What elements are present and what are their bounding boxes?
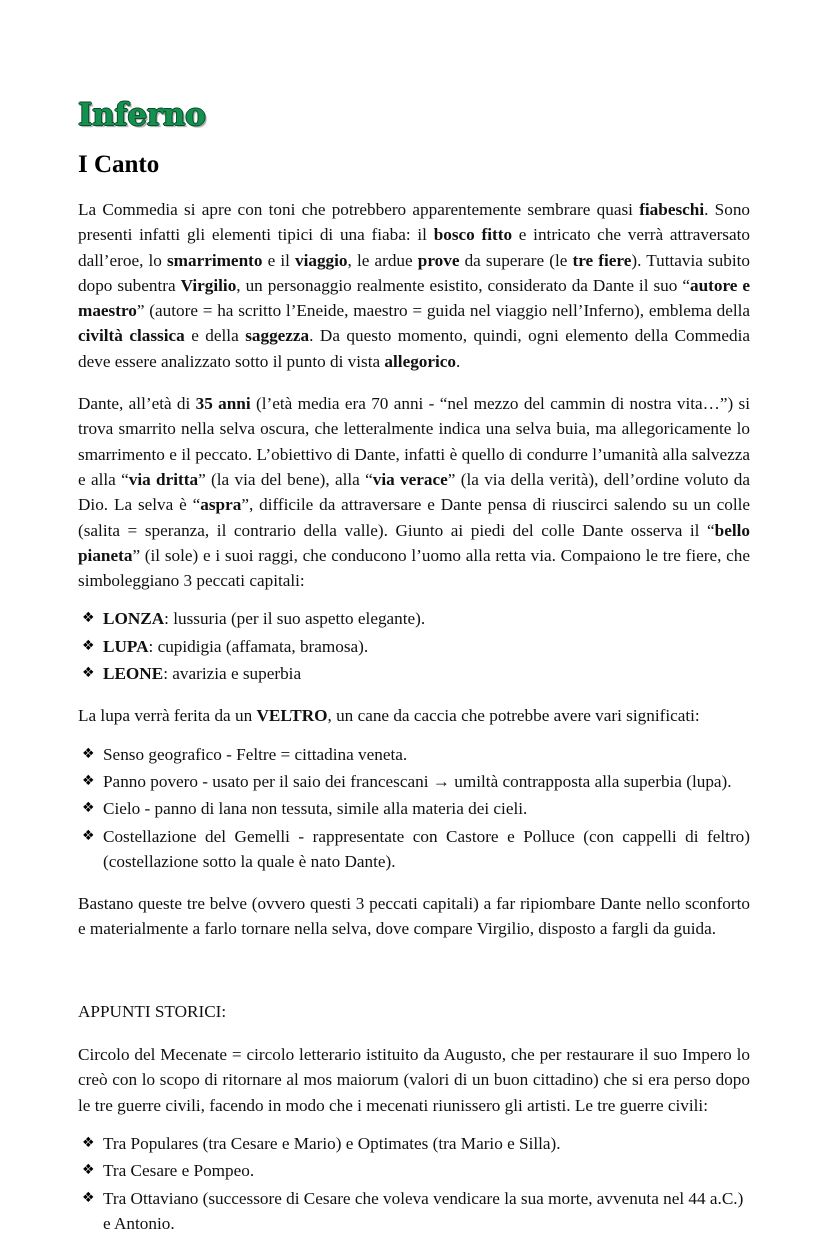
list-item-label: Tra Populares (tra Cesare e Mario) e Optimates (tra Mario e Silla). xyxy=(103,1133,561,1153)
diamond-bullet-icon: ❖ xyxy=(82,772,95,789)
list-tre-fiere xyxy=(78,606,750,686)
diamond-bullet-icon: ❖ xyxy=(82,610,95,627)
list-item-label: LONZA: lussuria (per il suo aspetto elegante). xyxy=(103,609,426,629)
section-spacer xyxy=(78,959,750,999)
list-item xyxy=(78,769,750,794)
diamond-bullet-icon: ❖ xyxy=(82,1134,95,1151)
list-veltro-significati xyxy=(78,742,750,874)
paragraph-tre-belve: Bastano queste tre belve (ovvero questi 3 peccati capitali) a far ripiombare Dante nello sconforto e materialmente a farlo tornare nella selva, dove compare Virgilio, disposto a fargli da guida. xyxy=(78,894,750,939)
paragraph-circolo-mecenate: Circolo del Mecenate = circolo letterario istituito da Augusto, che per restaurare il suo Impero lo creò con lo scopo di ritornare al mos maiorum (valori di un buon cittadino) che si era perso dopo le tre guerre civili, facendo in modo che i mecenati riunissero gli artisti. Le tre guerre civili: xyxy=(78,1045,750,1115)
diamond-bullet-icon: ❖ xyxy=(82,1162,95,1179)
page-title: Inferno xyxy=(78,97,206,133)
document-content xyxy=(78,96,750,1253)
paragraph-commedia-fiabeschi: La Commedia si apre con toni che potrebbero apparentemente sembrare quasi fiabeschi. Sono presenti infatti gli elementi tipici di una fiaba: il bosco fitto e intricato che verrà attraversato dall’eroe, lo smarrimento e il viaggio, le ardue prove da superare (le tre fiere). Tuttavia subito dopo subentra Virgilio, un personaggio realmente esistito, considerato da Dante il suo “autore e maestro” (autore = ha scritto l’Eneide, maestro = guida nel viaggio nell’Inferno), emblema della civiltà classica e della saggezza. Da questo momento, quindi, ogni elemento della Commedia deve essere analizzato sotto il punto di vista allegorico. xyxy=(78,200,751,371)
diamond-bullet-icon: ❖ xyxy=(82,665,95,682)
list-item xyxy=(78,742,750,767)
section-heading-appunti-storici: APPUNTI STORICI: xyxy=(78,1001,227,1021)
list-item xyxy=(78,1186,750,1237)
paragraph-veltro: La lupa verrà ferita da un VELTRO, un cane da caccia che potrebbe avere vari significati: xyxy=(78,706,700,726)
list-item xyxy=(78,824,750,875)
list-item-label: Cielo - panno di lana non tessuta, simile alla materia dei cieli. xyxy=(103,799,528,819)
list-item-label: Tra Ottaviano (successore di Cesare che voleva vendicare la sua morte, avvenuta nel 44 a.C.) e Antonio. xyxy=(103,1188,744,1233)
diamond-bullet-icon: ❖ xyxy=(82,827,95,844)
list-item xyxy=(78,661,750,686)
list-item-label: LEONE: avarizia e superbia xyxy=(103,664,302,684)
diamond-bullet-icon: ❖ xyxy=(82,800,95,817)
list-item xyxy=(78,1131,750,1156)
list-item-label: LUPA: cupidigia (affamata, bramosa). xyxy=(103,636,369,656)
list-item xyxy=(78,796,750,821)
list-item-label: Tra Cesare e Pompeo. xyxy=(103,1161,255,1181)
list-item-label: Panno povero - usato per il saio dei francescani → umiltà contrapposta alla superbia (lupa). xyxy=(103,771,732,791)
list-item-label: Costellazione del Gemelli - rappresentate con Castore e Polluce (con cappelli di feltro) (costellazione sotto la quale è nato Dante). xyxy=(103,826,750,871)
paragraph-dante-selva: Dante, all’età di 35 anni (l’età media era 70 anni - “nel mezzo del cammin di nostra vita…”) si trova smarrito nella selva oscura, che letteralmente indica una selva buia, ma allegoricamente lo smarrimento e il peccato. L’obiettivo di Dante, infatti è quello di condurre l’umanità alla salvezza e alla “via dritta” (la via del bene), alla “via verace” (la via della verità), dell’ordine voluto da Dio. La selva è “aspra”, difficile da attraversare e Dante pensa di riuscirci salendo su un colle (salita = speranza, il contrario della valle). Giunto ai piedi del colle Dante osserva il “bello pianeta” (il sole) e i suoi raggi, che conducono l’uomo alla retta via. Compaiono le tre fiere, che simboleggiano 3 peccati capitali: xyxy=(78,394,751,591)
list-item xyxy=(78,606,750,631)
diamond-bullet-icon: ❖ xyxy=(82,637,95,654)
canto-heading: I Canto xyxy=(78,151,160,178)
list-guerre-civili xyxy=(78,1131,750,1236)
list-item xyxy=(78,634,750,659)
list-item-label: Senso geografico - Feltre = cittadina veneta. xyxy=(103,744,408,764)
diamond-bullet-icon: ❖ xyxy=(82,1189,95,1206)
diamond-bullet-icon: ❖ xyxy=(82,745,95,762)
